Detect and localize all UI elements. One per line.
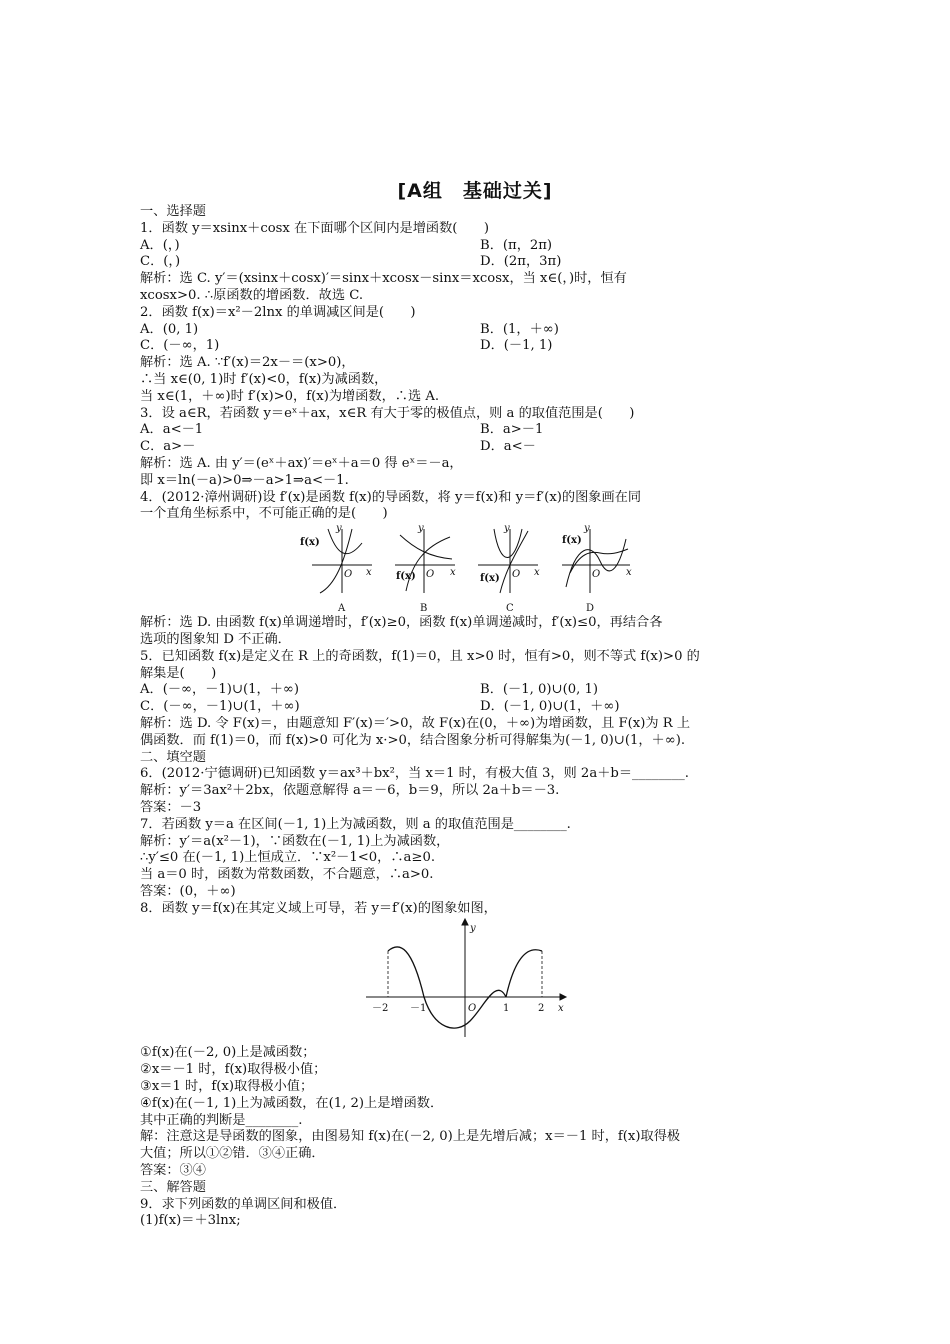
fig8-tick-neg2: －2: [372, 1003, 389, 1015]
question-4-figure: [140, 523, 812, 615]
solution-line: ∴y′≤0 在(－1, 1)上恒成立．∵x²－1<0，∴a≥0.: [140, 850, 436, 866]
section-banner: [A组 基础过关]: [397, 180, 553, 202]
question-8: 8．函数 y＝f(x)在其定义域上可导，若 y＝f′(x)的图象如图，: [140, 900, 497, 916]
fx-label-b: f(x): [396, 571, 416, 583]
options-row: [140, 422, 812, 439]
origin-label-a: O: [344, 569, 353, 581]
document-body: [140, 204, 812, 1230]
question-8-figure: [140, 917, 812, 1045]
solution-line: 当 x∈(1，＋∞)时 f′(x)>0，f(x)为增函数，∴选 A.: [140, 388, 440, 404]
question-2: 2．函数 f(x)＝x²－2lnx 的单调减区间是( ): [140, 304, 416, 320]
options-row: [140, 254, 812, 271]
option-a: A．a<－1: [140, 422, 204, 438]
solution-line: 当 a＝0 时，函数为常数函数，不合题意，∴a>0.: [140, 867, 434, 883]
fig8-x-label: x: [558, 1003, 564, 1015]
section-heading: 二、填空题: [140, 749, 206, 765]
origin-label-b: O: [426, 569, 435, 581]
statement-1: ①f(x)在(－2, 0)上是减函数；: [140, 1045, 316, 1061]
statement-3: ③x＝1 时，f(x)取得极小值；: [140, 1079, 314, 1095]
solution-line: 解析：选 A. 由 y′＝(eˣ＋ax)′＝eˣ＋a＝0 得 eˣ＝－a，: [140, 455, 463, 471]
solution-line: 解析：选 A. ∵f′(x)＝2x－＝(x>0)，: [140, 355, 355, 371]
question-4-cont: 一个直角坐标系中，不可能正确的是( ): [140, 506, 388, 522]
option-c: C．a>－: [140, 439, 196, 455]
y-label-b: y: [418, 523, 424, 535]
option-label-d: D: [586, 603, 595, 615]
question-3: 3．设 a∈R，若函数 y＝eˣ＋ax，x∈R 有大于零的极值点，则 a 的取值范围是( ): [140, 405, 635, 421]
solution-line: 选项的图象知 D 不正确．: [140, 631, 291, 647]
x-label-a: x: [366, 567, 372, 579]
x-label-b: x: [450, 567, 456, 579]
statement-2: ②x＝－1 时，f(x)取得极小值；: [140, 1062, 327, 1078]
option-b: B．(π，2π): [480, 237, 553, 253]
solution-line: 大值；所以①②错．③④正确．: [140, 1146, 325, 1162]
options-row: [140, 439, 812, 456]
solution-line: ∴当 x∈(0, 1)时 f′(x)<0，f(x)为减函数，: [140, 371, 388, 387]
section-heading: 一、选择题: [140, 204, 206, 219]
solution-line: 偶函数．而 f(1)＝0，而 f(x)>0 可化为 x·>0，结合图象分析可得解集为(－1, 0)∪(1，＋∞).: [140, 732, 686, 748]
solution-line: 解析：选 D. 由函数 f(x)单调递增时，f′(x)≥0，函数 f(x)单调递减时，f′(x)≤0，再结合各: [140, 615, 663, 631]
x-label-c: x: [534, 567, 540, 579]
option-d: D．(－1, 0)∪(1，＋∞): [480, 699, 620, 715]
x-label-d: x: [626, 567, 632, 579]
fig8-y-label: y: [470, 923, 476, 935]
fig8-tick-neg1: －1: [410, 1003, 427, 1015]
fx-label-a: f(x): [300, 537, 320, 549]
y-label-c: y: [504, 523, 510, 535]
question-9: 9．求下列函数的单调区间和极值．: [140, 1196, 347, 1212]
question-6: 6．(2012·宁德调研)已知函数 y＝ax³＋bx²，当 x＝1 时，有极大值 3，则 2a＋b＝________.: [140, 766, 689, 782]
solution-line: 解析：y′＝a(x²－1)，∵函数在(－1, 1)上为减函数，: [140, 833, 450, 849]
option-label-a: A: [338, 603, 346, 615]
option-a: A．(，): [140, 237, 180, 253]
solution-line: 解析：选 D. 令 F(x)＝，由题意知 F′(x)＝′>0，故 F(x)在(0，＋∞)为增函数，且 F(x)为 R 上: [140, 715, 691, 731]
question-5: 5．已知函数 f(x)是定义在 R 上的奇函数，f(1)＝0，且 x>0 时，恒有>0，则不等式 f(x)>0 的: [140, 648, 700, 664]
solution-line: 即 x＝ln(－a)>0⇒－a>1⇒a<－1.: [140, 472, 349, 488]
options-row: [140, 322, 812, 339]
solution-line: xcosx>0. ∴原函数的增函数．故选 C.: [140, 287, 364, 303]
option-label-b: B: [420, 603, 428, 615]
question-5-cont: 解集是( ): [140, 665, 217, 681]
options-row: [140, 338, 812, 355]
solution-line: 解：注意这是导函数的图象，由图易知 f(x)在(－2, 0)上是先增后减；x＝－1 时，f(x)取得极: [140, 1129, 681, 1145]
fig8-origin-label: O: [468, 1003, 477, 1015]
question-7: 7．若函数 y＝a 在区间(－1, 1)上为减函数，则 a 的取值范围是________.: [140, 816, 571, 832]
question-8-prompt: 其中正确的判断是________.: [140, 1112, 303, 1128]
solution-line: 解析：选 C. y′＝(xsinx＋cosx)′＝sinx＋xcosx－sinx＝xcosx，当 x∈(，)时，恒有: [140, 271, 627, 287]
fig8-tick-1: 1: [503, 1003, 510, 1015]
origin-label-c: O: [512, 569, 521, 581]
option-c: C．(－∞，－1)∪(1，＋∞): [140, 699, 300, 715]
option-d: D．a<－: [480, 439, 536, 455]
option-a: A．(－∞，－1)∪(1，＋∞): [140, 682, 300, 698]
options-row: [140, 238, 812, 255]
options-row: [140, 682, 812, 699]
option-b: B．(－1, 0)∪(0, 1): [480, 682, 599, 698]
question-1: 1．函数 y＝xsinx＋cosx 在下面哪个区间内是增函数( ): [140, 220, 489, 236]
question-9-part-1: (1)f(x)＝＋3lnx;: [140, 1213, 241, 1229]
option-a: A．(0, 1): [140, 321, 199, 337]
option-d: D．(2π，3π): [480, 254, 562, 270]
fig8-tick-2: 2: [538, 1003, 545, 1015]
fx-label-c: f(x): [480, 573, 500, 585]
options-row: [140, 699, 812, 716]
option-b: B．(1，＋∞): [480, 321, 559, 337]
solution-line: 解析：y′＝3ax²＋2bx，依题意解得 a＝－6，b＝9，所以 2a＋b＝－3.: [140, 783, 560, 799]
fx-label-d: f(x): [562, 535, 582, 547]
four-option-graphs: [300, 523, 650, 615]
option-b: B．a>－1: [480, 422, 544, 438]
statement-4: ④f(x)在(－1, 1)上为减函数，在(1, 2)上是增函数．: [140, 1095, 444, 1111]
option-c: C．(，): [140, 254, 181, 270]
answer-line: 答案：(0，＋∞): [140, 883, 236, 899]
derivative-graph: [360, 917, 570, 1041]
y-label-d: y: [584, 523, 590, 535]
option-d: D．(－1, 1): [480, 338, 553, 354]
answer-line: 答案：－3: [140, 799, 202, 815]
answer-line: 答案：③④: [140, 1163, 206, 1179]
option-c: C．(－∞，1): [140, 338, 220, 354]
origin-label-d: O: [592, 569, 601, 581]
option-label-c: C: [506, 603, 514, 615]
question-4: 4．(2012·漳州调研)设 f′(x)是函数 f(x)的导函数，将 y＝f(x)和 y＝f′(x)的图象画在同: [140, 489, 642, 505]
section-heading: 三、解答题: [140, 1179, 206, 1195]
y-label-a: y: [336, 523, 342, 535]
